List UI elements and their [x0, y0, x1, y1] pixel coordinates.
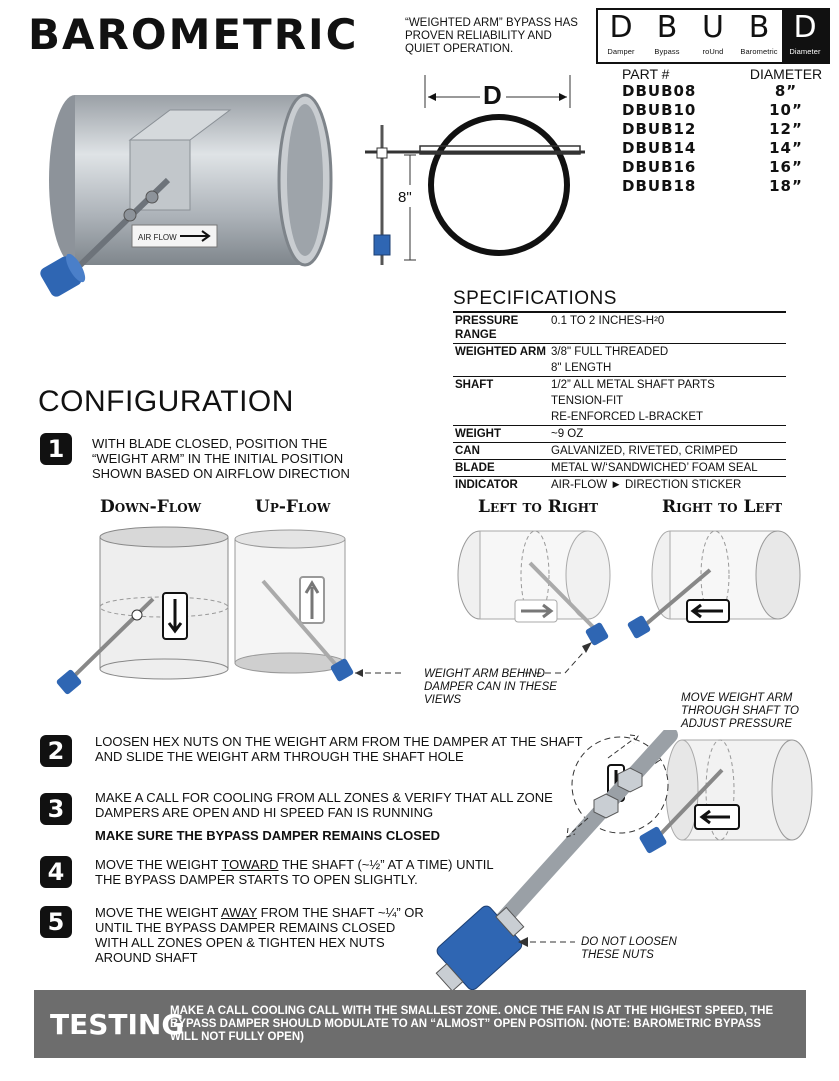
weight-icon — [374, 235, 390, 255]
logo-word: Bypass — [654, 47, 680, 56]
step-5-emphasis: AWAY — [220, 905, 258, 920]
part-diameter: 10” — [769, 101, 803, 119]
step-1-text: WITH BLADE CLOSED, POSITION THE “WEIGHT ARM” IN THE INITIAL POSITION SHOWN BASED ON AIRFLOW DIRECTION — [92, 436, 350, 481]
table-row — [622, 177, 832, 196]
logo-letter: D — [609, 10, 633, 45]
flow-label-left-to-right: Left to Right — [478, 497, 599, 517]
testing-banner — [34, 990, 806, 1058]
can-opening — [287, 104, 323, 256]
specs-table — [453, 313, 786, 493]
table-row — [453, 393, 786, 409]
table-row — [453, 360, 786, 377]
spec-value: RE-ENFORCED L-BRACKET — [551, 411, 704, 423]
part-number: DBUB16 — [622, 158, 697, 176]
step-2-text: LOOSEN HEX NUTS ON THE WEIGHT ARM FROM THE DAMPER AT THE SHAFT AND SLIDE THE WEIGHT ARM THROUGH THE SHAFT HOLE — [95, 734, 583, 764]
spec-value: AIR-FLOW ► DIRECTION STICKER — [549, 477, 786, 494]
up-flow-drawing — [235, 530, 354, 682]
logo-word: Damper — [607, 47, 635, 56]
spec-value: METAL W/‘SANDWICHED’ FOAM SEAL — [549, 460, 786, 477]
table-row — [453, 443, 786, 460]
specifications — [453, 288, 786, 493]
logo-cell — [644, 10, 690, 62]
spec-key: WEIGHTED ARM — [453, 344, 549, 361]
logo-word: Barometric — [740, 47, 778, 56]
logo-letter: B — [748, 10, 770, 45]
flow-label-right-to-left: Right to Left — [662, 497, 783, 517]
spec-key: INDICATOR — [453, 477, 549, 494]
table-row — [622, 139, 832, 158]
spec-key: PRESSURE RANGE — [455, 315, 519, 341]
part-number: DBUB18 — [622, 177, 697, 195]
table-row — [453, 409, 786, 426]
spec-value: ~9 OZ — [549, 426, 786, 443]
part-diameter: 8” — [774, 82, 798, 100]
note-move-weight-arm: MOVE WEIGHT ARM THROUGH SHAFT TO ADJUST PRESSURE — [681, 692, 799, 730]
shaft-bracket — [130, 140, 190, 210]
step-4-text-pre: MOVE THE WEIGHT — [95, 857, 222, 872]
spec-value: TENSION-FIT — [551, 395, 624, 407]
table-row — [453, 460, 786, 477]
table-row — [622, 120, 832, 139]
flow-label-up: Up-Flow — [255, 497, 331, 517]
right-to-left-drawing — [627, 531, 800, 639]
part-number: DBUB08 — [622, 82, 697, 100]
tagline: “WEIGHTED ARM” BYPASS HAS PROVEN RELIABILITY AND QUIET OPERATION. — [405, 17, 578, 55]
logo-letter: D — [793, 10, 817, 45]
step-1-number: 1 — [40, 433, 72, 465]
logo-letter: U — [702, 10, 724, 45]
step-4-text-post: THE SHAFT (~½” AT A TIME) UNTIL THE BYPASS DAMPER STARTS TO OPEN SLIGHTLY. — [95, 857, 494, 887]
logo-cell — [736, 10, 782, 62]
testing-label: TESTING — [50, 1007, 185, 1041]
table-row — [453, 377, 786, 394]
step-5-text-post: FROM THE SHAFT ~¼” OR UNTIL THE BYPASS DAMPER REMAINS CLOSED WITH ALL ZONES OPEN & TIGHTEN HEX NUTS AROUND SHAFT — [95, 905, 424, 965]
step-5-text-pre: MOVE THE WEIGHT — [95, 905, 221, 920]
table-row — [622, 82, 832, 101]
logo-cell — [690, 10, 736, 62]
logo-word: Diameter — [789, 47, 821, 56]
part-diameter: 18” — [769, 177, 803, 195]
spec-value: 8" LENGTH — [551, 362, 612, 374]
part-diameter: 16” — [769, 158, 803, 176]
logo-cell — [598, 10, 644, 62]
table-row — [453, 426, 786, 443]
table-row — [622, 101, 832, 120]
step-3-number: 3 — [40, 793, 72, 825]
step-3-bold-note: MAKE SURE THE BYPASS DAMPER REMAINS CLOSED — [95, 828, 441, 843]
arm-length-label: 8" — [398, 189, 412, 206]
flow-label-down: Down-Flow — [100, 497, 202, 517]
spec-value: 3/8" FULL THREADED — [549, 344, 786, 361]
left-to-right-drawing — [458, 531, 610, 646]
specs-title: SPECIFICATIONS — [453, 288, 786, 313]
part-header: PART # — [622, 66, 670, 82]
step-5-number: 5 — [40, 906, 72, 938]
spec-key: SHAFT — [453, 377, 549, 394]
table-row — [453, 477, 786, 494]
spec-value: 1/2” ALL METAL SHAFT PARTS — [549, 377, 786, 394]
part-number: DBUB14 — [622, 139, 697, 157]
table-row — [622, 158, 832, 177]
damper-product-illustration — [30, 85, 340, 315]
logo-cell — [782, 10, 828, 62]
diameter-header: DIAMETER — [749, 66, 823, 82]
part-number: DBUB10 — [622, 101, 697, 119]
diameter-label: D — [483, 80, 502, 110]
part-diameter: 12” — [769, 120, 803, 138]
page-title: BAROMETRIC — [28, 10, 359, 59]
logo-word: roUnd — [702, 47, 724, 56]
note-do-not-loosen: DO NOT LOOSEN THESE NUTS — [581, 936, 677, 961]
dimension-drawing — [360, 70, 590, 275]
parts-table — [622, 66, 832, 196]
step-3-text: MAKE A CALL FOR COOLING FROM ALL ZONES & VERIFY THAT ALL ZONE DAMPERS ARE OPEN AND HI SPEED FAN IS RUNNING — [95, 790, 553, 820]
step-4-number: 4 — [40, 856, 72, 888]
logo-letter: B — [656, 10, 678, 45]
spec-value: GALVANIZED, RIVETED, CRIMPED — [549, 443, 786, 460]
damper-circle — [431, 117, 567, 253]
table-row — [453, 313, 786, 344]
spec-key: WEIGHT — [453, 426, 549, 443]
part-number: DBUB12 — [622, 120, 697, 138]
testing-text: MAKE A CALL COOLING CALL WITH THE SMALLEST ZONE. ONCE THE FAN IS AT THE HIGHEST SPEED, THE BYPASS DAMPER SHOULD MODULATE TO AN “ALMOST” OPEN POSITION. (NOTE: BAROMETRIC BYPASS WILL NOT FULLY OPEN) — [170, 1004, 774, 1043]
dbubd-logo — [596, 8, 830, 64]
note-weight-arm-behind: WEIGHT ARM BEHIND DAMPER CAN IN THESE VIEWS — [424, 668, 557, 706]
spec-value: 0.1 TO 2 INCHES-H²0 — [551, 315, 665, 327]
down-flow-drawing — [56, 527, 228, 695]
part-diameter: 14” — [769, 139, 803, 157]
spec-key: CAN — [453, 443, 549, 460]
sticker-label: AIR FLOW — [138, 233, 177, 242]
table-row — [453, 344, 786, 361]
step-5-text — [95, 905, 425, 965]
step-4-emphasis: TOWARD — [221, 857, 279, 872]
step-2-number: 2 — [40, 735, 72, 767]
spec-key: BLADE — [453, 460, 549, 477]
configuration-heading: CONFIGURATION — [38, 385, 294, 418]
